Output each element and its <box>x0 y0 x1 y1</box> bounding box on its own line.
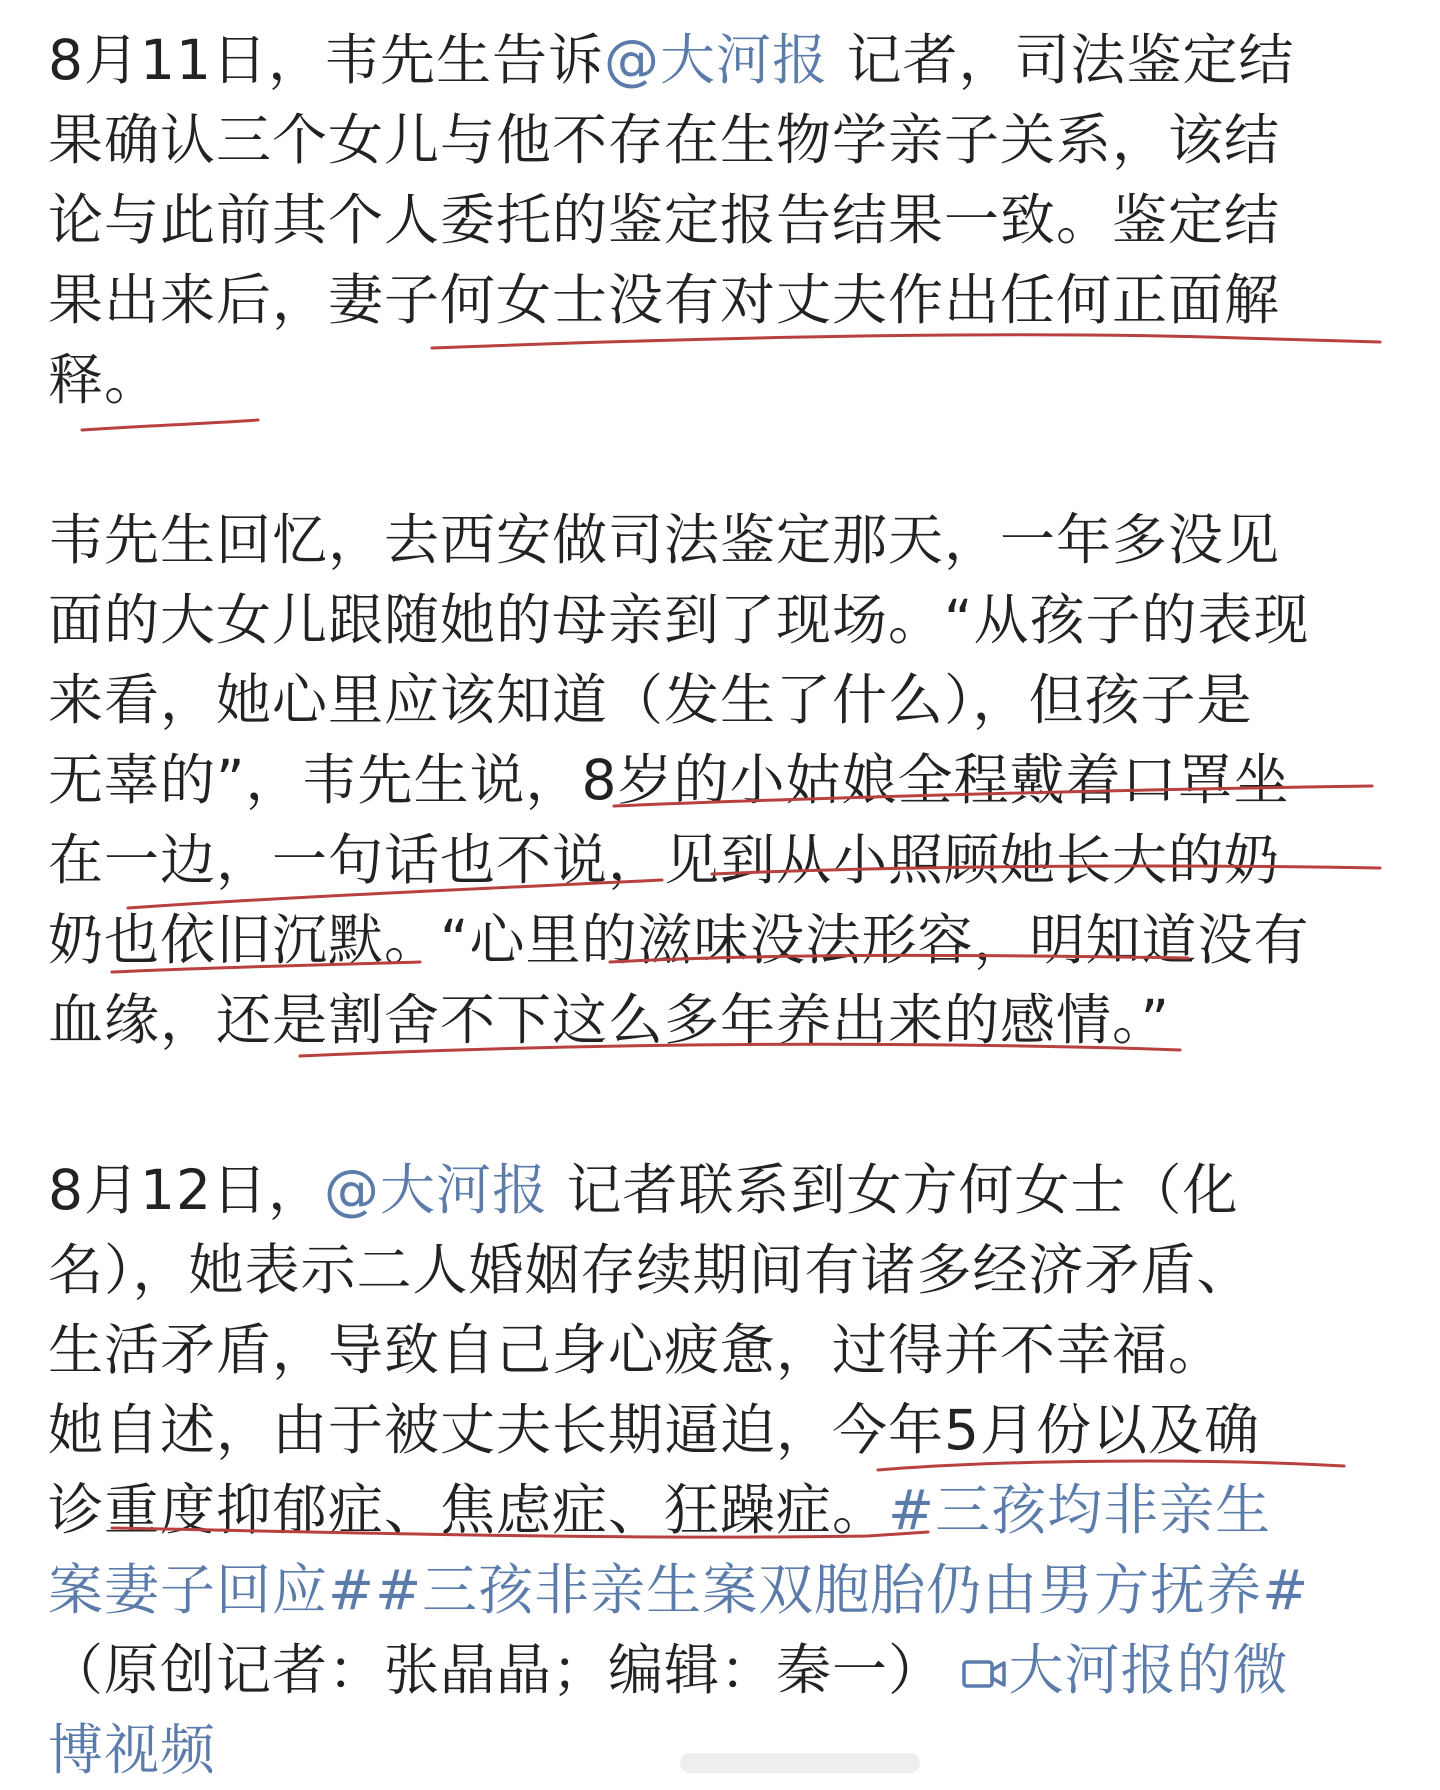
text-line <box>48 180 1294 260</box>
text-line <box>48 1230 1309 1310</box>
hashtag-link[interactable]: #三孩均非亲生 <box>888 1478 1272 1542</box>
text-line <box>48 1710 1309 1790</box>
text-segment: 记者，司法鉴定结 <box>828 28 1295 92</box>
mention-link[interactable]: 博视频 <box>48 1718 217 1782</box>
text-line <box>48 100 1294 180</box>
mention-link[interactable]: 大河报的微 <box>1008 1638 1289 1702</box>
text-line <box>48 980 1310 1060</box>
text-line <box>48 260 1294 340</box>
text-segment: 面的大女儿跟随她的母亲到了现场。“从孩子的表现 <box>48 588 1310 652</box>
text-line <box>48 1630 1309 1710</box>
text-segment: 生活矛盾，导致自己身心疲惫，过得并不幸福。 <box>48 1318 1225 1382</box>
mention-link[interactable]: 案妻子回应##三孩非亲生案双胞胎仍由男方抚养# <box>48 1558 1310 1622</box>
paragraph-2 <box>48 500 1310 1060</box>
text-segment: 在一边，一句话也不说，见到从小照顾她长大的奶 <box>48 828 1281 892</box>
text-segment: 名），她表示二人婚姻存续期间有诸多经济矛盾、 <box>48 1238 1253 1302</box>
text-segment: （原创记者：张晶晶；编辑：秦一） <box>48 1638 963 1702</box>
mention-link[interactable]: @大河报 <box>603 28 828 92</box>
paragraph-3 <box>48 1150 1309 1790</box>
watermark-icon <box>680 1748 920 1778</box>
text-line <box>48 1550 1309 1630</box>
text-line <box>48 580 1310 660</box>
text-segment: 论与此前其个人委托的鉴定报告结果一致。鉴定结 <box>48 188 1281 252</box>
text-line <box>48 740 1310 820</box>
text-segment: 韦先生回忆，去西安做司法鉴定那天，一年多没见 <box>48 508 1281 572</box>
text-line <box>48 660 1310 740</box>
text-line <box>48 1150 1309 1230</box>
text-line <box>48 1470 1309 1550</box>
text-segment: 她自述，由于被丈夫长期逼迫，今年5月份以及确 <box>48 1398 1260 1462</box>
text-segment: 释。 <box>48 348 161 412</box>
text-segment: 果出来后，妻子何女士没有对丈夫作出任何正面解 <box>48 268 1281 332</box>
text-line <box>48 900 1310 980</box>
text-segment: 果确认三个女儿与他不存在生物学亲子关系，该结 <box>48 108 1281 172</box>
video-camera-icon[interactable] <box>962 1654 1008 1694</box>
mention-link[interactable]: @大河报 <box>323 1158 548 1222</box>
text-line <box>48 500 1310 580</box>
text-segment: 8月11日，韦先生告诉 <box>48 28 604 92</box>
text-line <box>48 1390 1309 1470</box>
text-segment: 来看，她心里应该知道（发生了什么），但孩子是 <box>48 668 1253 732</box>
text-segment: 奶也依旧沉默。“心里的滋味没法形容，明知道没有 <box>48 908 1310 972</box>
text-segment: 血缘，还是割舍不下这么多年养出来的感情。” <box>48 988 1170 1052</box>
text-line <box>48 20 1294 100</box>
text-line <box>48 1310 1309 1390</box>
text-segment: 8月12日， <box>48 1158 324 1222</box>
text-segment: 记者联系到女方何女士（化 <box>548 1158 1239 1222</box>
text-line <box>48 340 1294 420</box>
paragraph-1 <box>48 20 1294 420</box>
underline-mark <box>82 420 258 430</box>
text-line <box>48 820 1310 900</box>
text-segment: 无辜的”，韦先生说，8岁的小姑娘全程戴着口罩坐 <box>48 748 1290 812</box>
text-segment: 诊重度抑郁症、焦虑症、狂躁症。 <box>48 1478 889 1542</box>
